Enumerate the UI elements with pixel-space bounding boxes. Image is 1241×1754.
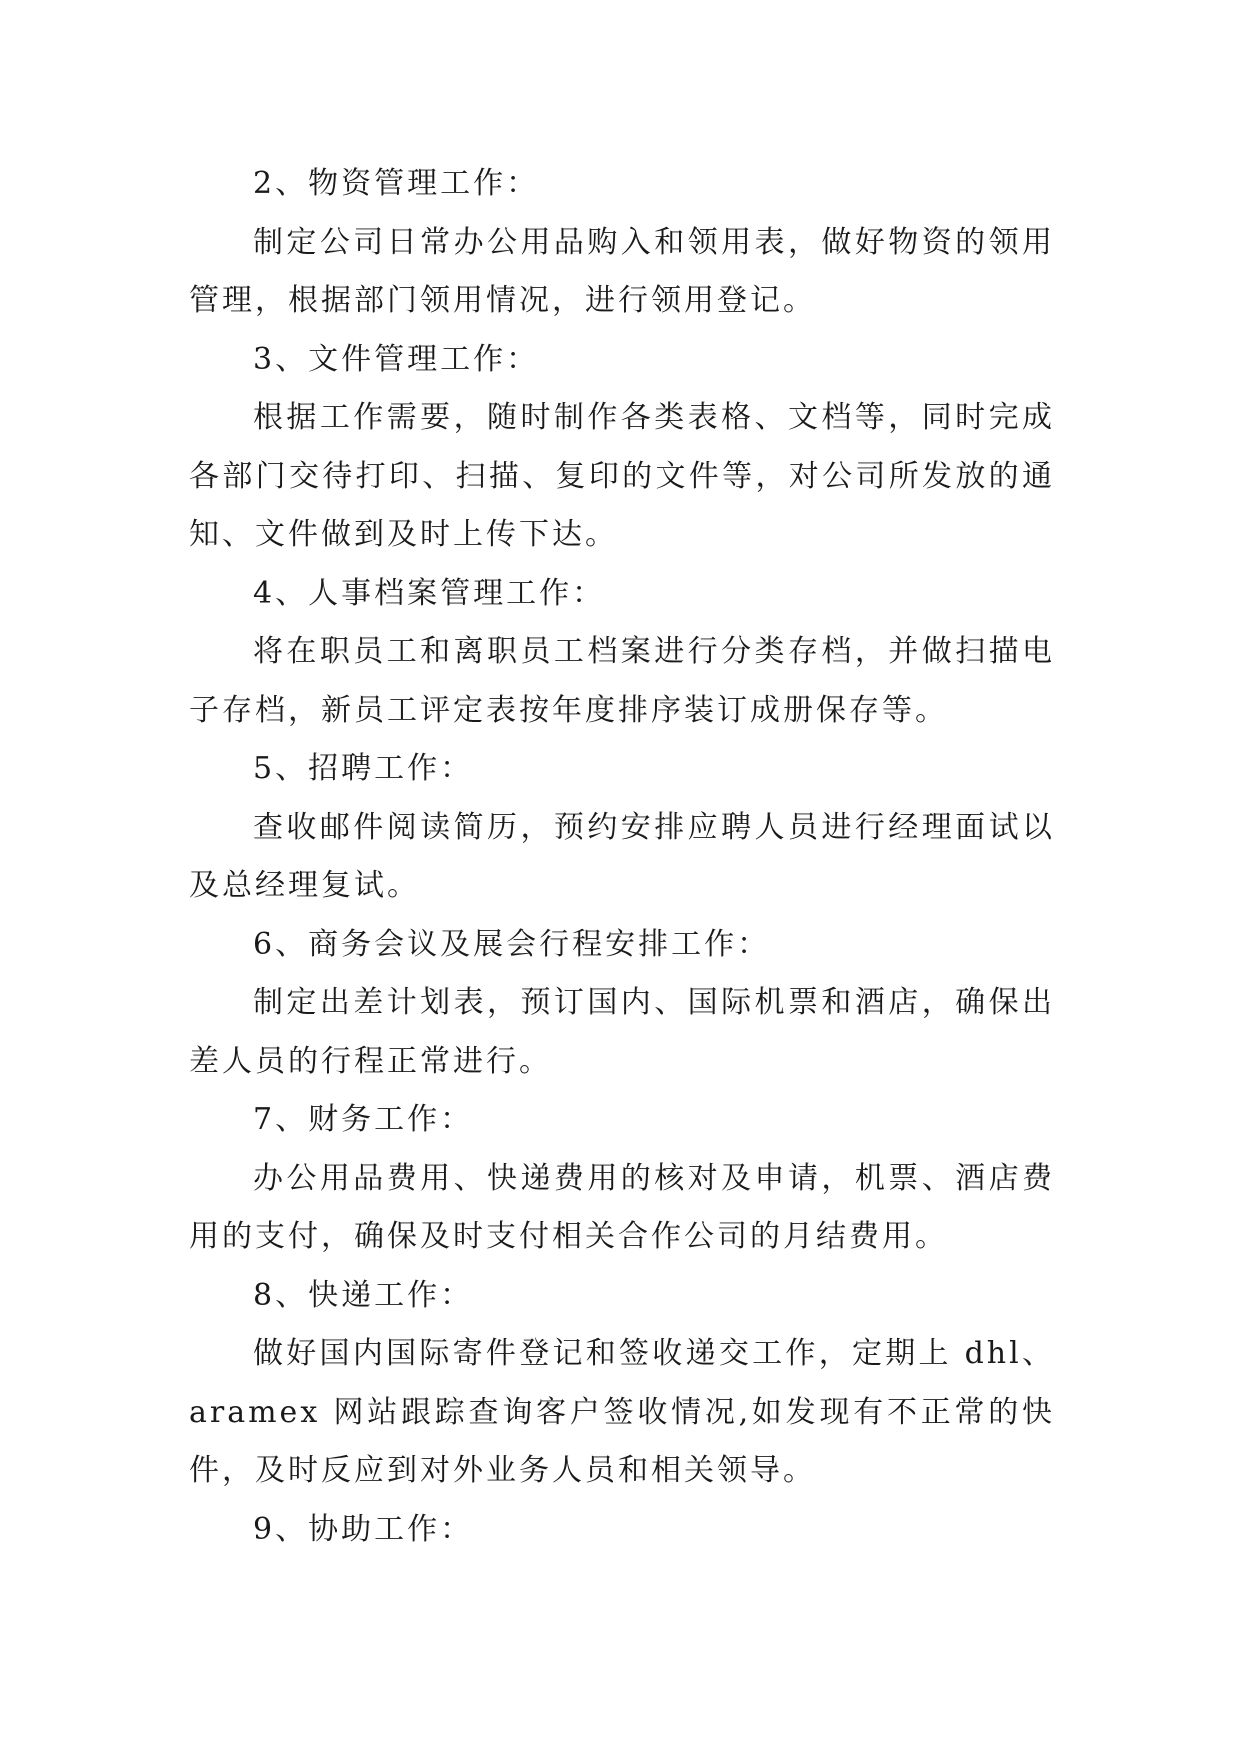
- document-body: [189, 155, 1055, 1559]
- paragraph-supplies-management: 制定公司日常办公用品购入和领用表，做好物资的领用管理，根据部门领用情况，进行领用登记。: [189, 224, 1055, 318]
- heading-business-travel: 6、商务会议及展会行程安排工作：: [253, 926, 771, 962]
- paragraph-file-management: 根据工作需要，随时制作各类表格、文档等，同时完成各部门交待打印、扫描、复印的文件等，对公司所发放的通知、文件做到及时上传下达。: [189, 400, 1055, 552]
- heading-file-management: 3、文件管理工作：: [253, 341, 540, 377]
- paragraph-recruitment: 查收邮件阅读简历，预约安排应聘人员进行经理面试以及总经理复试。: [189, 809, 1055, 903]
- heading-courier: 8、快递工作：: [253, 1277, 474, 1313]
- paragraph-finance: 办公用品费用、快递费用的核对及申请，机票、酒店费用的支付，确保及时支付相关合作公司的月结费用。: [189, 1160, 1055, 1254]
- heading-supplies-management: 2、物资管理工作：: [253, 166, 540, 201]
- heading-assistance: 9、协助工作：: [253, 1511, 474, 1547]
- paragraph-personnel-records: 将在职员工和离职员工档案进行分类存档，并做扫描电子存档，新员工评定表按年度排序装订成册保存等。: [189, 634, 1055, 728]
- heading-personnel-records: 4、人事档案管理工作：: [253, 575, 606, 611]
- paragraph-business-travel: 制定出差计划表，预订国内、国际机票和酒店，确保出差人员的行程正常进行。: [189, 985, 1055, 1079]
- paragraph-courier: 做好国内国际寄件登记和签收递交工作，定期上 dhl、aramex 网站跟踪查询客户签收情况,如发现有不正常的快件，及时反应到对外业务人员和相关领导。: [189, 1336, 1055, 1488]
- heading-finance: 7、财务工作：: [253, 1102, 474, 1137]
- heading-recruitment: 5、招聘工作：: [253, 751, 474, 786]
